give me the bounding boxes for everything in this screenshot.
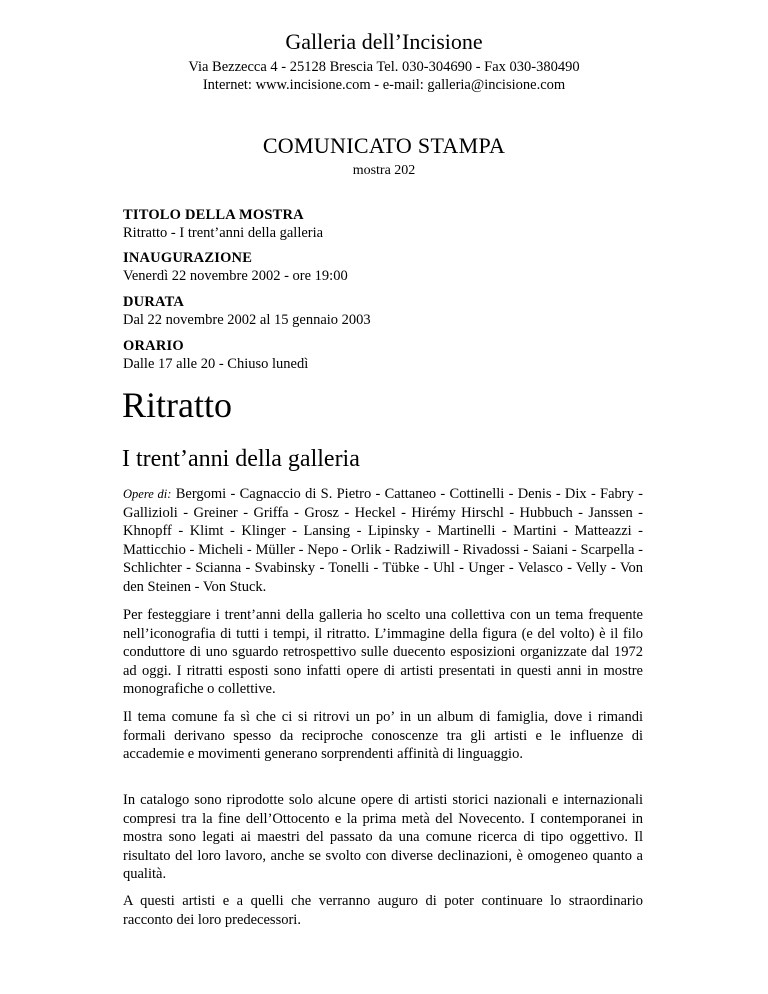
info-value: Ritratto - I trent’anni della galleria <box>123 225 324 241</box>
exhibition-title: Ritratto <box>122 385 232 425</box>
info-label: DURATA <box>123 294 185 310</box>
artists-label: Opere di: <box>123 487 172 501</box>
body-paragraph: Il tema comune fa sì che ci si ritrovi un po’ in un album di famiglia, dove i rimandi formali derivano spesso da reciproche conoscenze tra gli artisti e le influenze di accademie e movimenti generano sorprendenti affinità di linguaggio. <box>123 709 643 762</box>
artists-list <box>123 485 643 596</box>
press-release-title: COMUNICATO STAMPA <box>262 133 506 158</box>
artists-names: Bergomi - Cagnaccio di S. Pietro - Cattaneo - Cottinelli - Denis - Dix - Fabry - Gallizioli - Greiner - Griffa - Grosz - Heckel - Hirémy Hirschl - Hubbuch - Janssen - Khnopff - Klimt - Klinger - Lansing - Lipinsky - Martinelli - Martini - Matteazzi - Matticchio - Micheli - Müller - Nepo - Orlik - Radziwill - Rivadossi - Saiani - Scarpella - Schlichter - Scianna - Svabinsky - Tonelli - Tübke - Uhl - Unger - Velasco - Velly - Von den Steinen - Von Stuck. <box>123 486 643 595</box>
exhibition-subtitle: I trent’anni della galleria <box>122 446 360 472</box>
gallery-address: Via Bezzecca 4 - 25128 Brescia Tel. 030-304690 - Fax 030-380490 <box>188 59 580 75</box>
gallery-name: Galleria dell’Incisione <box>285 29 483 54</box>
info-hours-block <box>123 337 643 373</box>
info-opening-block <box>123 249 643 285</box>
info-label: INAUGURAZIONE <box>123 250 253 266</box>
info-value: Dal 22 novembre 2002 al 15 gennaio 2003 <box>123 312 371 328</box>
info-label: TITOLO DELLA MOSTRA <box>123 207 304 223</box>
body-paragraph: Per festeggiare i trent’anni della galleria ho scelto una collettiva con un tema frequente nell’iconografia di tutti i tempi, il ritratto. L’immagine della figura (e del volto) è il filo conduttore di uno sguardo retrospettivo sulle duecento esposizioni organizzate dal 1972 ad oggi. I ritratti esposti sono infatti opere di artisti presentati in questi anni in mostre monografiche o collettive. <box>123 607 643 697</box>
body-paragraph: A questi artisti e a quelli che verranno auguro di poter continuare lo straordinario racconto dei loro predecessori. <box>123 893 643 928</box>
gallery-contact: Internet: www.incisione.com - e-mail: galleria@incisione.com <box>202 77 566 93</box>
info-value: Dalle 17 alle 20 - Chiuso lunedì <box>123 356 309 372</box>
exhibition-number: mostra 202 <box>352 163 416 178</box>
info-value: Venerdì 22 novembre 2002 - ore 19:00 <box>123 268 348 284</box>
info-title-block <box>123 206 643 242</box>
info-label: ORARIO <box>123 338 184 354</box>
info-duration-block <box>123 293 643 329</box>
body-paragraph: In catalogo sono riprodotte solo alcune opere di artisti storici nazionali e internazionali compresi tra la fine dell’Ottocento e la prima metà del Novecento. I contemporanei in mostra sono legati ai maestri del passato da una comune ricerca di tipo oggettivo. Il risultato del loro lavoro, anche se svolto con diverse declinazioni, è omogeneo quanto a qualità. <box>123 792 643 882</box>
